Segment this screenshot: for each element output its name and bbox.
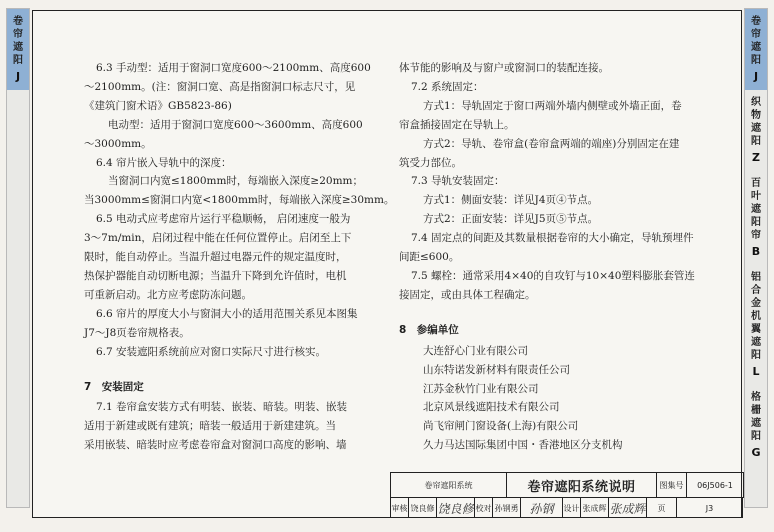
drawing-sheet (32, 10, 742, 518)
tab-segment (7, 9, 29, 90)
text-line: 限时，能自动停止。当温升超过电器元件的规定温度时， (84, 251, 347, 264)
check-signature (521, 498, 563, 518)
text-line: 《建筑门窗术语》GB5823-86) (84, 99, 232, 112)
review-name: 饶良修 (409, 498, 437, 518)
tab-char: 铝 (751, 272, 761, 283)
text-line: 当3000mm≤窗洞口内宽<1800mm时，每端嵌入深度≥30mm。 (84, 194, 395, 207)
text-line: 6.6 帘片的厚度大小与窗洞大小的适用范围关系见本图集 (96, 307, 358, 320)
tab-char: 翼 (751, 324, 761, 335)
page-number: J3 (677, 498, 743, 518)
tab-char: 卷 (13, 16, 23, 27)
tab-char: 遮 (13, 42, 23, 53)
tab-char: 遮 (751, 337, 761, 348)
text-line: 江苏金秋竹门业有限公司 (423, 382, 539, 395)
tab-char: 栅 (751, 405, 761, 416)
tab-segment (751, 265, 761, 385)
tab-code: G (751, 446, 761, 459)
text-line: 方式2：正面安装：详见J5页⑤节点。 (423, 213, 599, 226)
text-line: 大连舒心门业有限公司 (423, 344, 528, 357)
design-label: 设计 (563, 498, 581, 518)
text-line: 7.1 卷帘盒安装方式有明装、嵌装、暗装。明装、嵌装 (96, 401, 348, 414)
design-signature (609, 498, 647, 518)
tab-char: 物 (751, 110, 761, 121)
tab-code: J (15, 70, 21, 83)
tab-code: Z (752, 151, 760, 164)
tab-char: 合 (751, 285, 761, 296)
text-line: 7.3 导轨安装固定： (411, 175, 505, 188)
right-text-column (399, 59, 729, 455)
tab-char: 遮 (751, 123, 761, 134)
tab-char: 金 (751, 298, 761, 309)
design-signature-text: 张成辉 (609, 501, 646, 516)
text-line: 间距≤600。 (399, 251, 460, 264)
text-line: 尚飞帘闸门窗设备(上海)有限公司 (423, 420, 579, 433)
text-line: ～3000mm。 (84, 137, 152, 150)
text-line: 可重新启动。北方应考虑防冻问题。 (84, 288, 252, 301)
tab-char: 阳 (751, 350, 761, 361)
tab-char: 阳 (751, 55, 761, 66)
text-line: J7～J8页卷帘规格表。 (84, 326, 190, 339)
tab-char: 机 (751, 311, 761, 322)
text-line: 6.3 手动型：适用于窗洞口宽度600～2100mm、高度600 (96, 62, 371, 74)
title-block-title: 卷帘遮阳系统说明 (507, 473, 657, 497)
text-line: 方式1：侧面安装：详见J4页④节点。 (423, 194, 599, 207)
text-line: 6.4 帘片嵌入导轨中的深度： (96, 156, 232, 169)
tab-segment (751, 385, 761, 466)
tab-char: 遮 (751, 42, 761, 53)
text-line: 接固定，或由具体工程确定。 (399, 288, 536, 301)
text-line: 北京风景线遮阳技术有限公司 (423, 401, 560, 414)
tab-segment (745, 9, 767, 90)
tab-char: 帘 (13, 29, 23, 40)
text-line: 筑受力部位。 (399, 156, 462, 169)
review-label: 审核 (391, 498, 409, 518)
tab-segment (751, 90, 761, 171)
tab-segment (751, 171, 761, 265)
tab-char: 百 (751, 178, 761, 189)
text-line: 热保护器能自动切断电源；当温升下降到允许值时，电机 (84, 269, 347, 282)
page-label: 页 (647, 498, 677, 518)
tab-code: J (753, 70, 759, 83)
text-line: 方式2：导轨、卷帘盒(卷帘盒两端的端座)分别固定在建 (423, 137, 680, 150)
tab-char: 阳 (751, 431, 761, 442)
right-category-tab (744, 8, 768, 508)
section-heading: 8 参编单位 (399, 323, 459, 336)
left-category-tab (6, 8, 30, 508)
section-heading: 7 安装固定 (84, 380, 144, 393)
tab-char: 格 (751, 392, 761, 403)
text-line: 方式1：导轨固定于窗口两端外墙内侧壁或外墙正面，卷 (423, 99, 682, 112)
check-signature-text: 孙钢 (529, 501, 554, 516)
text-line: 7.5 螺栓：通常采用4×40的自攻钉与10×40塑料膨胀套管连 (411, 269, 695, 282)
tab-char: 帘 (751, 230, 761, 241)
text-line: ～2100mm。(注：窗洞口宽、高是指窗洞口标志尺寸，见 (84, 80, 356, 93)
tab-char: 叶 (751, 191, 761, 202)
text-line: 6.5 电动式应考虑帘片运行平稳顺畅， 启闭速度一般为 (96, 213, 351, 226)
tab-char: 遮 (751, 204, 761, 215)
tab-char: 卷 (751, 16, 761, 27)
tab-code: B (751, 245, 761, 258)
text-line: 7.4 固定点的间距及其数量根据卷帘的大小确定，导轨预埋件 (411, 232, 694, 245)
title-block (390, 472, 744, 518)
text-line: 当窗洞口内宽≤1800mm时，每端嵌入深度≥20mm； (108, 175, 364, 188)
text-line: 采用嵌装、暗装时应考虑卷帘盒对窗洞口高度的影响、墙 (84, 439, 347, 452)
text-line: 3～7m/min，启闭过程中能在任何位置停止。启闭至上下 (84, 232, 352, 245)
tab-char: 阳 (751, 217, 761, 228)
tab-char: 织 (751, 97, 761, 108)
check-name: 孙钢勇 (493, 498, 521, 518)
tab-char: 遮 (751, 418, 761, 429)
left-text-column (84, 59, 395, 455)
text-line: 久力马达国际集团中国・香港地区分支机构 (423, 439, 623, 452)
tab-char: 阳 (751, 136, 761, 147)
text-line: 体节能的影响及与窗户或窗洞口的装配连接。 (399, 62, 609, 74)
text-line: 帘盒插接固定在导轨上。 (399, 118, 515, 131)
review-signature-text: 饶良修 (437, 501, 474, 516)
title-block-atlas-label: 图集号 (657, 473, 687, 497)
check-label: 校对 (475, 498, 493, 518)
tab-code: L (752, 365, 760, 378)
title-block-system: 卷帘遮阳系统 (391, 473, 507, 497)
review-signature (437, 498, 475, 518)
text-line: 电动型：适用于窗洞口宽度600～3600mm、高度600 (108, 118, 363, 131)
tab-char: 帘 (751, 29, 761, 40)
text-line: 7.2 系统固定： (411, 80, 484, 93)
design-name: 张成辉 (581, 498, 609, 518)
text-line: 6.7 安装遮阳系统前应对窗口实际尺寸进行核实。 (96, 345, 327, 358)
title-block-atlas-no: 06J506-1 (687, 473, 744, 497)
text-line: 山东特诺发新材料有限责任公司 (423, 363, 570, 376)
tab-char: 阳 (13, 55, 23, 66)
text-line: 适用于新建或既有建筑；暗装一般适用于新建建筑。当 (84, 420, 336, 433)
